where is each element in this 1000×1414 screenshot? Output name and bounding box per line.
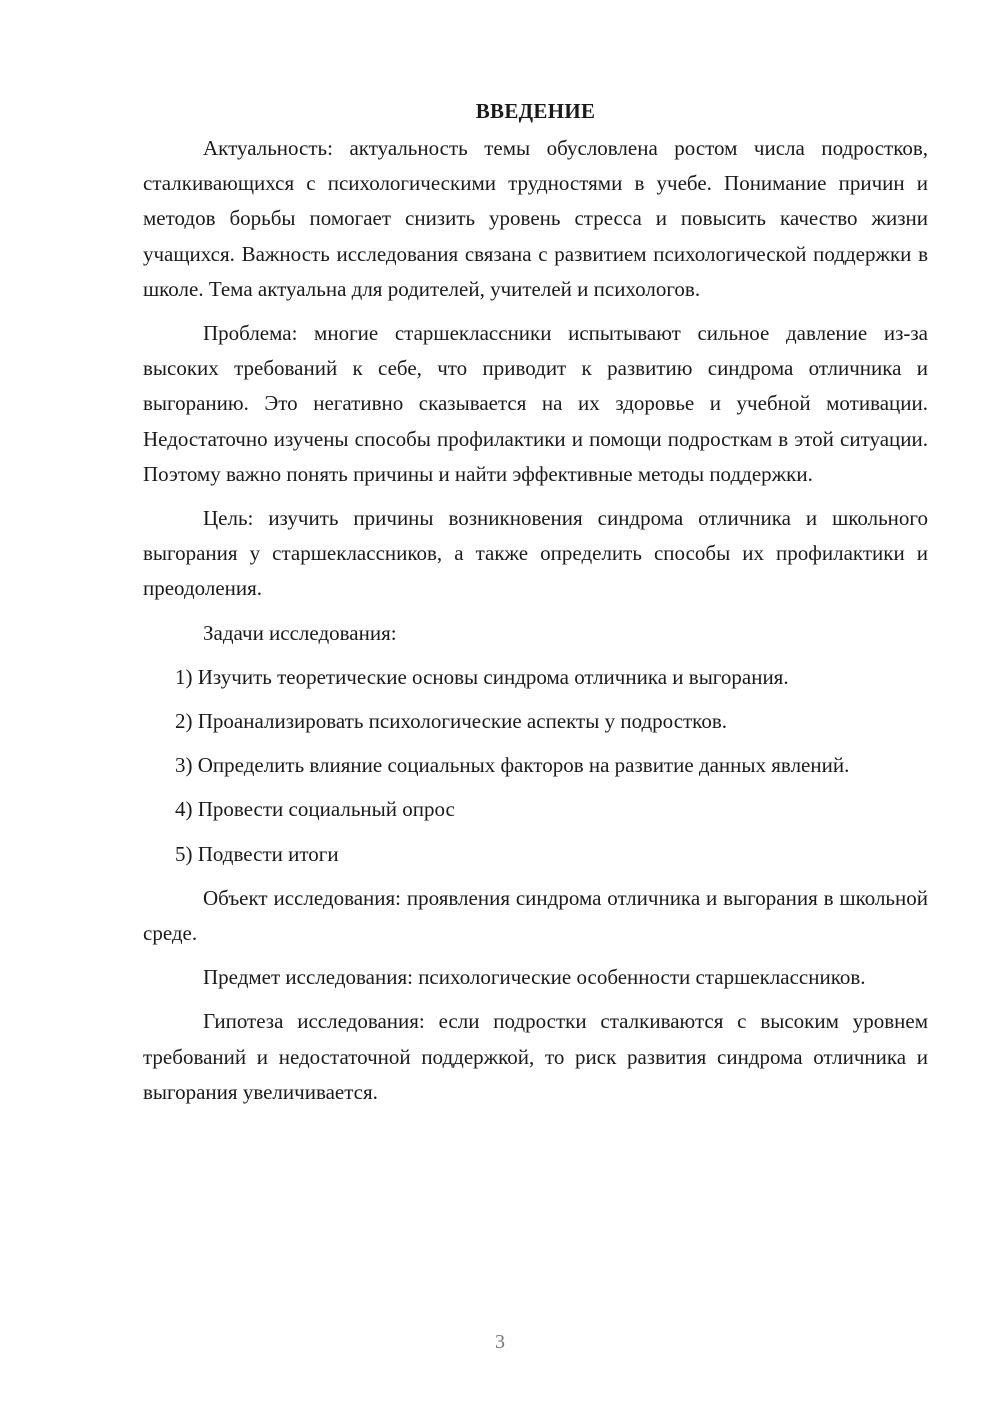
paragraph-object: Объект исследования: проявления синдрома отличника и выгорания в школьной среде. [143,885,928,946]
paragraph-subject: Предмет исследования: психологические особенности старшеклассников. [203,965,866,990]
section-title: ВВЕДЕНИЕ [475,99,596,123]
task-item: 1) Изучить теоретические основы синдрома отличника и выгорания. [175,664,789,689]
task-item: 2) Проанализировать психологические аспекты у подростков. [175,709,727,734]
paragraph-relevance: Актуальность: актуальность темы обусловлена ростом числа подростков, сталкивающихся с психологическими трудностями в учебе. Понимание причин и методов борьбы помогает снизить уровень стресса и повысить качество жизни учащихся. Важность исследования связана с развитием психологической поддержки в школе. Тема актуальна для родителей, учителей и психологов. [143,136,928,301]
paragraph-tasks-heading: Задачи исследования: [203,620,397,645]
task-item: 3) Определить влияние социальных факторов на развитие данных явлений. [175,753,850,778]
page-content [143,96,928,1110]
task-item: 4) Провести социальный опрос [175,797,455,822]
page-number: 3 [495,1331,505,1353]
task-item: 5) Подвести итоги [175,841,339,866]
paragraph-problem: Проблема: многие старшеклассники испытывают сильное давление из-за высоких требований к себе, что приводит к развитию синдрома отличника и выгоранию. Это негативно сказывается на их здоровье и учебной мотивации. Недостаточно изучены способы профилактики и помощи подросткам в этой ситуации. Поэтому важно понять причины и найти эффективные методы поддержки. [143,321,928,486]
paragraph-hypothesis: Гипотеза исследования: если подростки сталкиваются с высоким уровнем требований и недостаточной поддержкой, то риск развития синдрома отличника и выгорания увеличивается. [143,1009,928,1104]
paragraph-goal: Цель: изучить причины возникновения синдрома отличника и школьного выгорания у старшеклассников, а также определить способы их профилактики и преодоления. [143,506,928,601]
